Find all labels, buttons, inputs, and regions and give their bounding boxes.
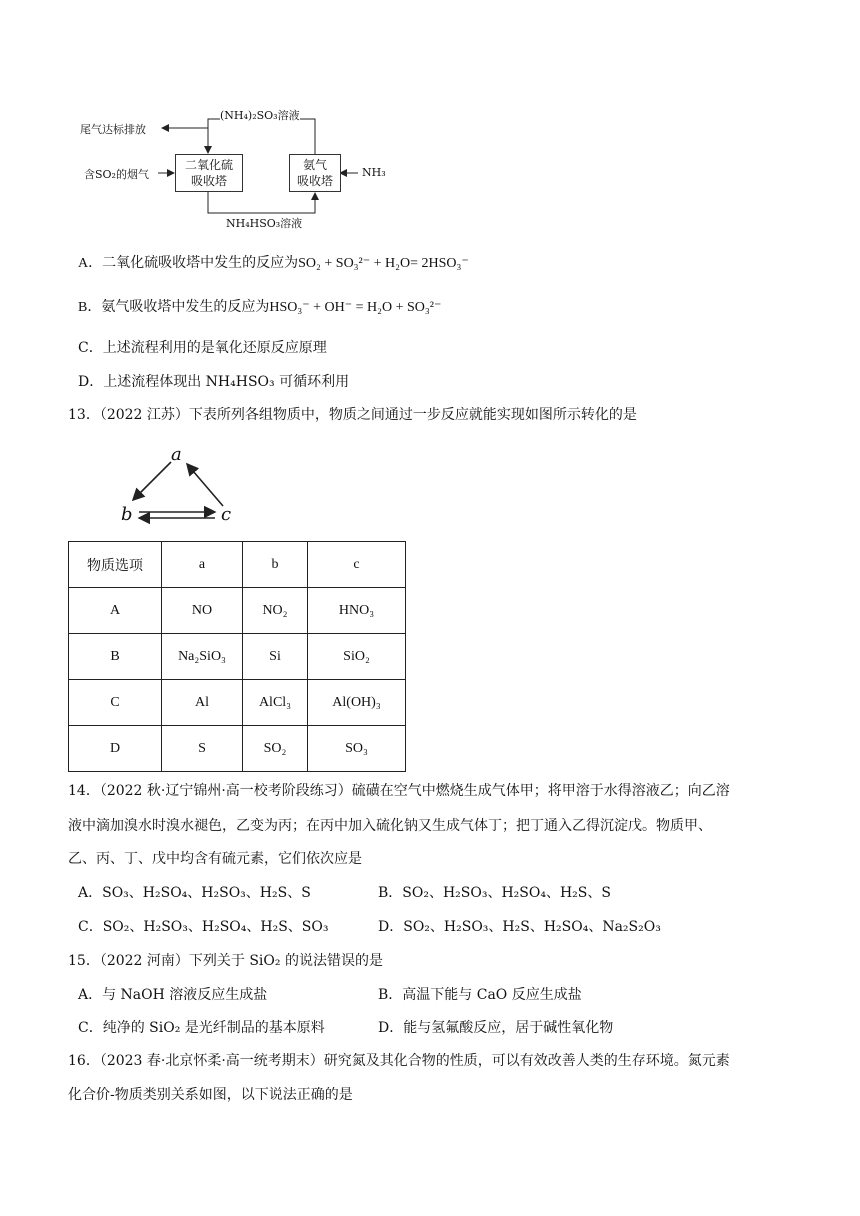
nh3-absorber-line1: 氨气 bbox=[302, 158, 327, 172]
q14-option-c: C．SO₂、H₂SO₃、H₂SO₄、H₂S、SO₃ bbox=[78, 919, 329, 935]
so2-absorber-line1: 二氧化硫 bbox=[184, 158, 233, 172]
table-cell: Al bbox=[162, 680, 243, 726]
q14-line2: 液中滴加溴水时溴水褪色，乙变为丙；在丙中加入硫化钠又生成气体丁；把丁通入乙得沉淀戊。物质甲、 bbox=[68, 818, 712, 834]
q12-option-b: B．氨气吸收塔中发生的反应为HSO₃⁻ + OH⁻ = H₂O + SO₃²⁻ bbox=[78, 300, 442, 315]
table-header-row bbox=[69, 542, 406, 588]
q14-option-d: D．SO₂、H₂SO₃、H₂S、H₂SO₄、Na₂S₂O₃ bbox=[378, 919, 661, 935]
table-header-cell: a bbox=[162, 542, 243, 588]
table-row bbox=[69, 588, 406, 634]
table-cell: A bbox=[69, 588, 162, 634]
q15-option-b: B．高温下能与 CaO 反应生成盐 bbox=[378, 987, 582, 1003]
triangle-node-a: a bbox=[171, 444, 182, 465]
bottom-solution-label: NH₄HSO₃溶液 bbox=[226, 217, 303, 230]
table-header-cell: c bbox=[308, 542, 406, 588]
table-row bbox=[69, 726, 406, 772]
table-cell: B bbox=[69, 634, 162, 680]
q13-stem: 13．（2022 江苏）下表所列各组物质中，物质之间通过一步反应就能实现如图所示转化的是 bbox=[68, 407, 637, 423]
table-cell: S bbox=[162, 726, 243, 772]
q12-option-a: A．二氧化硫吸收塔中发生的反应为SO₂ + SO₃²⁻ + H₂O= 2HSO₃⁻ bbox=[78, 256, 469, 271]
top-solution-label: (NH₄)₂SO₃溶液 bbox=[220, 109, 300, 122]
q15-option-a: A．与 NaOH 溶液反应生成盐 bbox=[78, 987, 268, 1003]
nh3-absorber-line2: 吸收塔 bbox=[296, 174, 333, 188]
q14-option-b: B．SO₂、H₂SO₃、H₂SO₄、H₂S、S bbox=[378, 885, 611, 901]
table-cell: Na₂SiO₃ bbox=[162, 634, 243, 680]
table-cell: D bbox=[69, 726, 162, 772]
table-cell: SiO₂ bbox=[308, 634, 406, 680]
exhaust-label: 尾气达标排放 bbox=[80, 123, 146, 136]
q14-option-a: A．SO₃、H₂SO₄、H₂SO₃、H₂S、S bbox=[78, 885, 311, 901]
triangle-node-c: c bbox=[221, 504, 232, 525]
triangle-node-b: b bbox=[121, 504, 133, 525]
nh3-absorber-box bbox=[289, 154, 341, 192]
table-cell: NO bbox=[162, 588, 243, 634]
q13-triangle-diagram bbox=[115, 444, 245, 528]
table-cell: C bbox=[69, 680, 162, 726]
table-cell: NO₂ bbox=[243, 588, 308, 634]
q12-option-c: C．上述流程利用的是氧化还原反应原理 bbox=[78, 340, 327, 356]
table-cell: Si bbox=[243, 634, 308, 680]
q15-option-d: D．能与氢氟酸反应，居于碱性氧化物 bbox=[378, 1020, 614, 1036]
flow-diagram bbox=[70, 105, 410, 235]
table-cell: HNO₃ bbox=[308, 588, 406, 634]
so2-absorber-line2: 吸收塔 bbox=[190, 174, 227, 188]
table-cell: SO₃ bbox=[308, 726, 406, 772]
q12-option-d: D．上述流程体现出 NH₄HSO₃ 可循环利用 bbox=[78, 374, 350, 390]
table-cell: Al(OH)₃ bbox=[308, 680, 406, 726]
so2-absorber-box bbox=[175, 154, 243, 192]
q15-stem: 15．（2022 河南）下列关于 SiO₂ 的说法错误的是 bbox=[68, 953, 383, 969]
table-row bbox=[69, 680, 406, 726]
q14-line3: 乙、丙、丁、戊中均含有硫元素，它们依次应是 bbox=[68, 851, 362, 867]
flue-gas-label: 含SO₂的烟气 bbox=[84, 168, 149, 181]
q16-line2: 化合价-物质类别关系如图，以下说法正确的是 bbox=[68, 1087, 353, 1103]
q14-line1: 14．（2022 秋·辽宁锦州·高一校考阶段练习）硫磺在空气中燃烧生成气体甲；将甲溶于水得溶液乙；向乙溶 bbox=[68, 783, 730, 799]
table-header-cell: b bbox=[243, 542, 308, 588]
table-cell: SO₂ bbox=[243, 726, 308, 772]
table-cell: AlCl₃ bbox=[243, 680, 308, 726]
table-header-cell: 物质选项 bbox=[69, 542, 162, 588]
nh3-label: NH₃ bbox=[362, 166, 386, 179]
q13-options-table bbox=[68, 541, 406, 772]
q16-line1: 16．（2023 春·北京怀柔·高一统考期末）研究氮及其化合物的性质，可以有效改善人类的生存环境。氮元素 bbox=[68, 1053, 730, 1069]
table-row bbox=[69, 634, 406, 680]
q15-option-c: C．纯净的 SiO₂ 是光纤制品的基本原料 bbox=[78, 1020, 325, 1036]
